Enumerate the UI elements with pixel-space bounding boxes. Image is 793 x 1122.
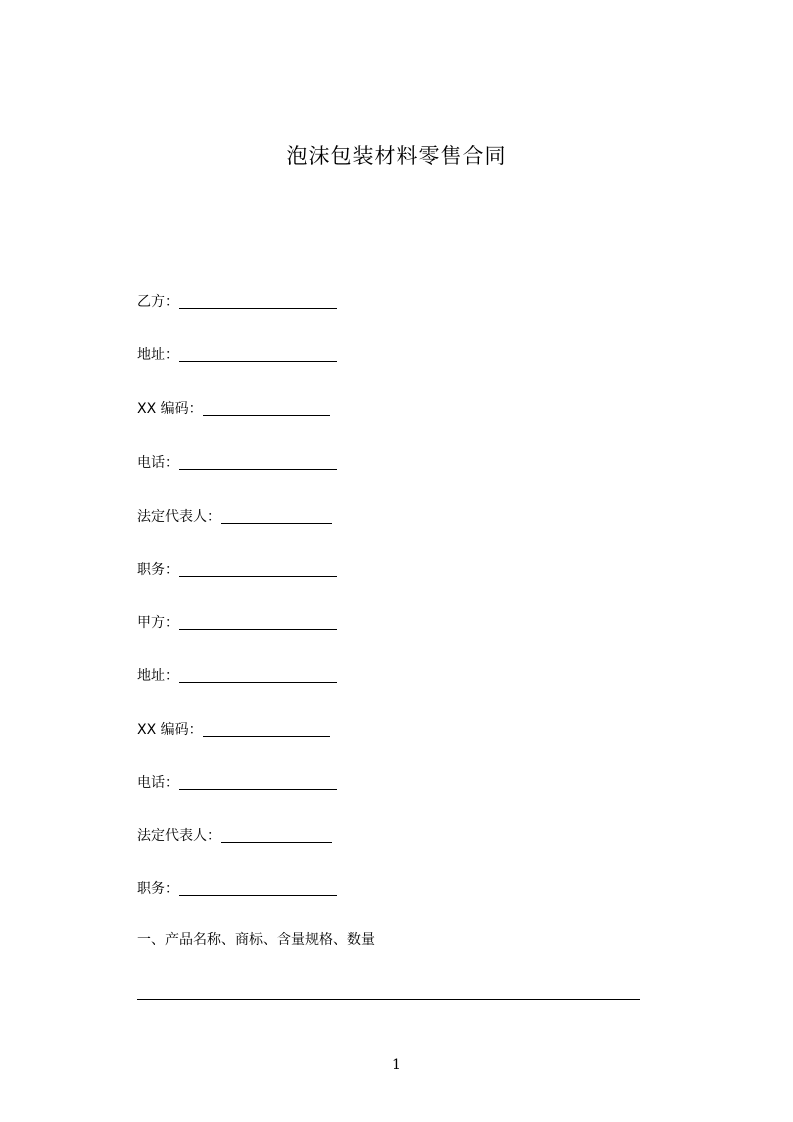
section-heading: 一、产品名称、商标、含量规格、数量 [137, 932, 375, 948]
field-label: 职务： [137, 562, 179, 578]
party-a-phone-field [137, 771, 337, 793]
party-a-position-field [137, 877, 337, 899]
party-b-address-field [137, 343, 337, 365]
blank-line [179, 613, 337, 630]
blank-line [179, 345, 337, 362]
blank-line-full [137, 999, 640, 1000]
blank-line [179, 453, 337, 470]
blank-line [179, 560, 337, 577]
field-label: XX 编码： [137, 722, 203, 738]
party-a-representative-field [137, 824, 332, 846]
party-b-phone-field [137, 451, 337, 473]
blank-line [221, 507, 332, 524]
blank-line [179, 666, 337, 683]
page-title: 泡沫包装材料零售合同 [286, 144, 507, 168]
field-label: 甲方： [137, 615, 179, 631]
blank-line [203, 399, 330, 416]
field-label: 法定代表人： [137, 509, 221, 525]
party-b-representative-field [137, 505, 332, 527]
blank-line [179, 292, 337, 309]
field-label: 职务： [137, 881, 179, 897]
blank-line [179, 773, 337, 790]
party-b-position-field [137, 558, 337, 580]
field-label: 地址： [137, 347, 179, 363]
party-a-field [137, 611, 337, 633]
blank-line [203, 720, 330, 737]
party-b-field [137, 290, 337, 312]
page-number: 1 [392, 1057, 401, 1073]
blank-line [179, 879, 337, 896]
field-label: 电话： [137, 455, 179, 471]
blank-line [221, 826, 332, 843]
party-a-code-field [137, 718, 330, 740]
party-a-address-field [137, 664, 337, 686]
field-label: 地址： [137, 668, 179, 684]
field-label: 电话： [137, 775, 179, 791]
field-label: XX 编码： [137, 401, 203, 417]
field-label: 乙方： [137, 294, 179, 310]
party-b-code-field [137, 397, 330, 419]
field-label: 法定代表人： [137, 828, 221, 844]
